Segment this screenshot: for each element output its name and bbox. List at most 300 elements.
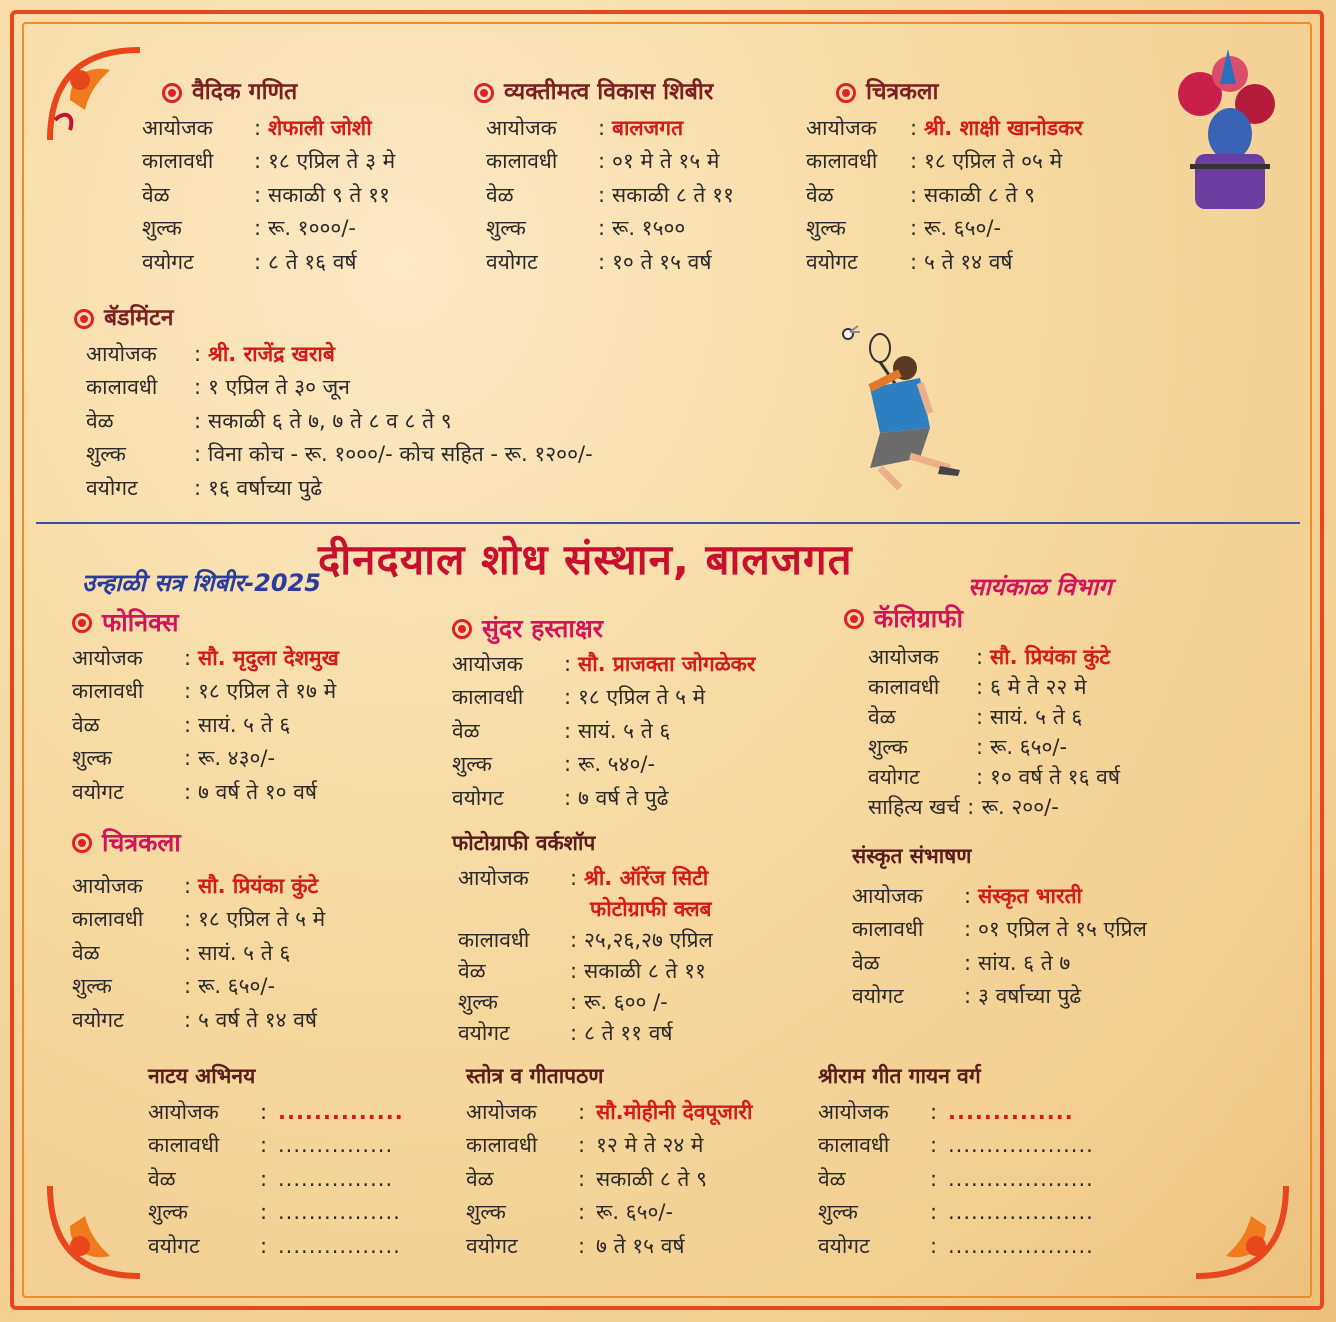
separator: : (930, 1133, 938, 1157)
field-value: ०१ मे ते १५ मे (612, 149, 720, 173)
info-row (868, 702, 1120, 732)
info-row (466, 1163, 752, 1197)
field-label: वेळ (72, 712, 100, 737)
field-value: १८ एप्रिल ते १७ मे (198, 679, 337, 703)
field-value: सकाळी ६ ते ७, ७ ते ८ व ८ ते ९ (208, 408, 452, 433)
separator: : (976, 675, 984, 699)
info-row (458, 925, 713, 956)
info-row (818, 1196, 1094, 1230)
field-label: वयोगट (466, 1233, 518, 1258)
separator: : (564, 785, 572, 810)
info-row (486, 246, 734, 280)
field-value: ............... (278, 1133, 394, 1157)
field-label: शुल्क (868, 735, 908, 759)
bullet-icon (836, 83, 856, 103)
field-value: ७ वर्ष ते १० वर्ष (198, 779, 318, 804)
field-value: रू. १०००/- (268, 216, 357, 240)
field-value: सौ. प्रियंका कुंटे (198, 873, 319, 898)
info-row (806, 145, 1083, 179)
field-label: वेळ (142, 182, 170, 207)
separator: : (194, 475, 202, 500)
field-value: ५ वर्ष ते १४ वर्ष (198, 1007, 318, 1032)
field-value: सकाळी ९ ते ११ (268, 182, 390, 207)
field-value: रू. २००/- (981, 795, 1059, 819)
info-row (486, 145, 734, 179)
field-label: वयोगट (806, 249, 858, 274)
field-label: कालावधी (72, 679, 144, 703)
info-row (86, 338, 593, 372)
field-label: शुल्क (458, 990, 498, 1014)
course-title (72, 606, 339, 640)
field-value: श्री. राजेंद्र खराबे (208, 341, 335, 366)
separator: : (260, 1200, 268, 1224)
field-value: सांय. ६ ते ७ (978, 950, 1071, 975)
separator: : (910, 115, 918, 140)
field-value: .............. (948, 1099, 1074, 1124)
info-row (452, 681, 755, 715)
separator: : (184, 679, 192, 703)
field-label: शुल्क (148, 1200, 188, 1224)
course-photography-workshop (452, 828, 713, 1049)
field-value: सौ. प्रियंका कुंटे (990, 645, 1111, 669)
bullet-icon (162, 83, 182, 103)
course-title (74, 302, 593, 336)
field-label: वयोगट (852, 984, 904, 1008)
separator: : (964, 883, 972, 908)
field-value: संस्कृत भारती (978, 883, 1082, 908)
separator: : (976, 735, 984, 759)
separator: : (930, 1233, 938, 1258)
separator: : (260, 1233, 268, 1258)
separator: : (564, 752, 572, 776)
separator: : (930, 1200, 938, 1224)
info-row (72, 776, 339, 810)
field-label: कालावधी (868, 675, 940, 699)
separator: : (254, 182, 262, 207)
field-label: आयोजक (852, 883, 923, 908)
info-row (72, 742, 339, 776)
course-personality-camp (486, 76, 734, 279)
info-row (806, 112, 1083, 146)
field-value: सायं. ५ ते ६ (990, 705, 1083, 729)
field-label: कालावधी (148, 1133, 220, 1157)
course-title-text: बॅडमिंटन (104, 305, 174, 331)
separator: : (194, 375, 202, 399)
field-value: १८ एप्रिल ते ३ मे (268, 149, 396, 173)
info-row (86, 472, 593, 506)
field-value: श्री. ऑरेंज सिटी (584, 866, 709, 890)
course-handwriting (452, 612, 755, 815)
field-label: आयोजक (148, 1099, 219, 1124)
field-value: १८ एप्रिल ते ५ मे (198, 907, 326, 931)
separator: : (570, 866, 578, 890)
field-value: ................ (278, 1233, 401, 1258)
field-label: शुल्क (72, 974, 112, 998)
field-label: कालावधी (466, 1133, 538, 1157)
session-subtitle: उन्हाळी सत्र शिबीर-2025 (82, 569, 321, 597)
info-row (868, 762, 1120, 792)
separator: : (570, 928, 578, 952)
separator: : (184, 1007, 192, 1032)
info-row (142, 246, 395, 280)
field-value: ................ (278, 1200, 401, 1224)
field-value: १८ एप्रिल ते ५ मे (578, 685, 706, 709)
info-row (72, 1004, 325, 1038)
field-label: वेळ (806, 182, 834, 207)
separator: : (598, 115, 606, 140)
course-title-text: फोनिक्स (102, 608, 179, 637)
field-label: कालावधी (86, 375, 158, 399)
separator: : (910, 216, 918, 240)
info-row (458, 987, 713, 1018)
info-row (852, 880, 1147, 914)
info-row (452, 648, 755, 682)
info-row (818, 1129, 1094, 1163)
info-row (452, 748, 755, 782)
course-title: श्रीराम गीत गायन वर्ग (818, 1064, 981, 1088)
bullet-icon (452, 619, 472, 639)
field-value: ७ वर्ष ते पुढे (578, 785, 669, 810)
info-row (72, 870, 325, 904)
course-title-text: व्यक्तीमत्व विकास शिबीर (504, 79, 714, 105)
course-title-text: कॅलिग्राफी (874, 604, 963, 633)
info-row (148, 1096, 404, 1130)
field-value: रू. ६५०/- (990, 735, 1068, 759)
separator: : (194, 341, 202, 366)
info-row (868, 732, 1120, 762)
field-value: ................... (948, 1200, 1094, 1224)
field-value: सकाळी ८ ते ११ (584, 959, 706, 983)
info-row (486, 212, 734, 246)
separator: : (184, 712, 192, 737)
field-value: फोटोग्राफी क्लब (590, 897, 712, 921)
field-label: वेळ (818, 1166, 846, 1191)
field-value: सकाळी ८ ते ११ (612, 182, 734, 207)
info-row (852, 913, 1147, 947)
field-label: आयोजक (806, 115, 877, 140)
info-row (72, 675, 339, 709)
field-value: विना कोच - रू. १०००/- कोच सहित - रू. १२००/- (208, 442, 593, 466)
field-value: १२ मे ते २४ मे (596, 1133, 704, 1157)
field-value: १० ते १५ वर्ष (612, 249, 712, 274)
info-row (72, 970, 325, 1004)
field-label: वयोगट (452, 785, 504, 810)
separator: : (570, 1021, 578, 1045)
field-value: १ एप्रिल ते ३० जून (208, 375, 350, 399)
info-row (86, 405, 593, 439)
separator: : (598, 182, 606, 207)
separator: : (964, 917, 972, 941)
separator: : (184, 645, 192, 670)
field-label: वेळ (72, 940, 100, 965)
info-row (72, 642, 339, 676)
course-calligraphy (844, 604, 1120, 822)
field-value: १० वर्ष ते १६ वर्ष (990, 765, 1120, 789)
info-row (818, 1230, 1094, 1264)
field-label: साहित्य खर्च (868, 795, 960, 819)
course-title (844, 604, 1120, 634)
info-row (458, 956, 713, 987)
bullet-icon (74, 309, 94, 329)
separator: : (564, 651, 572, 676)
field-label: वयोगट (868, 765, 920, 789)
separator: : (910, 182, 918, 207)
info-row (142, 112, 395, 146)
separator: : (260, 1133, 268, 1157)
field-label: वेळ (148, 1166, 176, 1191)
separator: : (976, 705, 984, 729)
field-value: ५ ते १४ वर्ष (924, 249, 1013, 274)
course-title (836, 76, 1083, 110)
field-value: रू. ६५०/- (596, 1200, 674, 1224)
bullet-icon (844, 609, 864, 629)
course-title-text: सुंदर हस्ताक्षर (482, 614, 603, 643)
field-label: वयोगट (458, 1021, 510, 1045)
field-label: कालावधी (452, 685, 524, 709)
separator: : (578, 1200, 586, 1224)
field-value: रू. ५४०/- (578, 752, 656, 776)
field-label: वेळ (486, 182, 514, 207)
separator: : (194, 408, 202, 433)
field-value: बालजगत (612, 115, 684, 140)
info-row (852, 980, 1147, 1014)
field-label: आयोजक (868, 645, 939, 669)
info-row (458, 863, 713, 894)
separator: : (578, 1166, 586, 1191)
info-row (72, 937, 325, 971)
field-value: ३ वर्षाच्या पुढे (978, 984, 1082, 1008)
field-label: वयोगट (148, 1233, 200, 1258)
course-title (474, 76, 734, 110)
field-value: ७ ते १५ वर्ष (596, 1233, 685, 1258)
field-label: वेळ (466, 1166, 494, 1191)
field-value: ६ मे ते २२ मे (990, 675, 1087, 699)
field-value: सकाळी ८ ते ९ (596, 1166, 707, 1191)
course-vedic-math (142, 76, 395, 279)
field-label: आयोजक (458, 866, 529, 890)
separator: : (570, 959, 578, 983)
course-title: स्तोत्र व गीतापठण (466, 1064, 604, 1088)
info-row (806, 179, 1083, 213)
field-label: वेळ (458, 959, 486, 983)
field-label: आयोजक (86, 341, 157, 366)
field-label: कालावधी (72, 907, 144, 931)
course-title: फोटोग्राफी वर्कशॉप (452, 831, 596, 855)
separator: : (578, 1133, 586, 1157)
separator: : (930, 1166, 938, 1191)
separator: : (184, 907, 192, 931)
separator: : (254, 216, 262, 240)
field-value: रू. १५०० (612, 216, 686, 240)
field-value: सायं. ५ ते ६ (198, 712, 291, 737)
field-label: वेळ (852, 950, 880, 975)
field-value: ०१ एप्रिल ते १५ एप्रिल (978, 917, 1147, 941)
badminton-player-illustration-icon (810, 318, 970, 508)
info-row (148, 1163, 404, 1197)
info-row (466, 1196, 752, 1230)
info-row (148, 1129, 404, 1163)
field-label: आयोजक (818, 1099, 889, 1124)
separator: : (976, 645, 984, 669)
separator: : (184, 974, 192, 998)
field-label: वेळ (452, 718, 480, 743)
course-title-text: चित्रकला (866, 79, 939, 105)
separator: : (564, 685, 572, 709)
info-row (72, 903, 325, 937)
course-title-text: चित्रकला (102, 828, 181, 857)
separator: : (930, 1099, 938, 1124)
field-value: सकाळी ८ ते ९ (924, 182, 1035, 207)
field-value: ८ ते १६ वर्ष (268, 249, 357, 274)
separator: : (910, 149, 918, 173)
separator: : (184, 940, 192, 965)
field-label: कालावधी (818, 1133, 890, 1157)
krishna-illustration-icon (1170, 44, 1280, 220)
course-title: नाटय अभिनय (148, 1064, 256, 1088)
section-divider (36, 522, 1300, 524)
separator: : (910, 249, 918, 274)
field-value: रू. ६०० /- (584, 990, 668, 1014)
separator: : (254, 249, 262, 274)
corner-ornament-icon (40, 40, 150, 150)
separator: : (184, 746, 192, 770)
field-label: कालावधी (806, 149, 878, 173)
info-row (466, 1230, 752, 1264)
separator: : (184, 873, 192, 898)
separator: : (254, 115, 262, 140)
info-row (590, 894, 713, 925)
field-value: रू. ४३०/- (198, 746, 276, 770)
separator: : (260, 1166, 268, 1191)
course-title: संस्कृत संभाषण (852, 844, 972, 868)
info-row (142, 145, 395, 179)
field-value: सायं. ५ ते ६ (198, 940, 291, 965)
field-value: ............... (278, 1166, 394, 1191)
info-row (486, 112, 734, 146)
course-title (452, 612, 755, 646)
bullet-icon (72, 833, 92, 853)
field-label: वेळ (86, 408, 114, 433)
corner-ornament-icon (1186, 1176, 1296, 1286)
bullet-icon (474, 83, 494, 103)
separator: : (564, 718, 572, 743)
field-value: सायं. ५ ते ६ (578, 718, 671, 743)
course-drawing-evening (72, 826, 325, 1037)
field-label: शुल्क (806, 216, 846, 240)
info-row (868, 792, 1120, 822)
field-label: कालावधी (142, 149, 214, 173)
field-label: शुल्क (818, 1200, 858, 1224)
course-sanskrit (852, 840, 1147, 1014)
field-label: आयोजक (72, 873, 143, 898)
separator: : (194, 442, 202, 466)
field-value: ८ ते ११ वर्ष (584, 1021, 673, 1045)
separator: : (967, 795, 975, 819)
field-label: आयोजक (466, 1099, 537, 1124)
field-label: कालावधी (486, 149, 558, 173)
field-label: शुल्क (142, 216, 182, 240)
field-label: आयोजक (486, 115, 557, 140)
info-row (72, 709, 339, 743)
info-row (868, 672, 1120, 702)
field-label: कालावधी (458, 928, 530, 952)
separator: : (598, 249, 606, 274)
separator: : (598, 149, 606, 173)
course-stotra (466, 1060, 752, 1263)
field-label: वयोगट (86, 475, 138, 500)
field-value: रू. ६५०/- (924, 216, 1002, 240)
info-row (452, 715, 755, 749)
info-row (818, 1096, 1094, 1130)
field-value: ................... (948, 1133, 1094, 1157)
separator: : (964, 950, 972, 975)
field-value: सौ.मोहीनी देवपूजारी (596, 1099, 753, 1124)
field-label: वेळ (868, 705, 896, 729)
separator: : (598, 216, 606, 240)
info-row (86, 438, 593, 472)
separator: : (578, 1233, 586, 1258)
division-label: सायंकाळ विभाग (968, 573, 1112, 601)
field-value: १८ एप्रिल ते ०५ मे (924, 149, 1063, 173)
field-value: रू. ६५०/- (198, 974, 276, 998)
institute-title: दीनदयाल शोध संस्थान, बालजगत (318, 535, 853, 584)
course-title-text: वैदिक गणित (192, 79, 298, 105)
field-value: २५,२६,२७ एप्रिल (584, 928, 713, 952)
info-row (806, 246, 1083, 280)
field-label: आयोजक (72, 645, 143, 670)
field-label: वयोगट (142, 249, 194, 274)
field-label: आयोजक (452, 651, 523, 676)
separator: : (578, 1099, 586, 1124)
info-row (148, 1230, 404, 1264)
field-label: वयोगट (818, 1233, 870, 1258)
bullet-icon (72, 613, 92, 633)
info-row (452, 782, 755, 816)
info-row (868, 642, 1120, 672)
field-label: शुल्क (72, 746, 112, 770)
field-value: सौ. प्राजक्ता जोगळेकर (578, 651, 756, 676)
info-row (818, 1163, 1094, 1197)
field-value: ................... (948, 1233, 1094, 1258)
field-label: शुल्क (466, 1200, 506, 1224)
separator: : (184, 779, 192, 804)
info-row (142, 212, 395, 246)
field-label: वयोगट (72, 1007, 124, 1032)
course-drawing-morning (806, 76, 1083, 279)
field-label: आयोजक (142, 115, 213, 140)
course-drama (148, 1060, 404, 1263)
info-row (142, 179, 395, 213)
field-value: ................... (948, 1166, 1094, 1191)
course-badminton (86, 302, 593, 505)
info-row (148, 1196, 404, 1230)
field-label: वयोगट (72, 779, 124, 804)
course-title (72, 826, 325, 860)
field-label: शुल्क (452, 752, 492, 776)
separator: : (570, 990, 578, 1014)
field-label: शुल्क (86, 442, 126, 466)
field-value: सौ. मृदुला देशमुख (198, 645, 339, 670)
field-label: वयोगट (486, 249, 538, 274)
corner-ornament-icon (40, 1176, 150, 1286)
field-value: शेफाली जोशी (268, 115, 372, 140)
separator: : (254, 149, 262, 173)
course-phonics (72, 606, 339, 809)
course-title (162, 76, 395, 110)
course-shriram-singing (818, 1060, 1094, 1263)
info-row (458, 1018, 713, 1049)
field-value: .............. (278, 1099, 404, 1124)
